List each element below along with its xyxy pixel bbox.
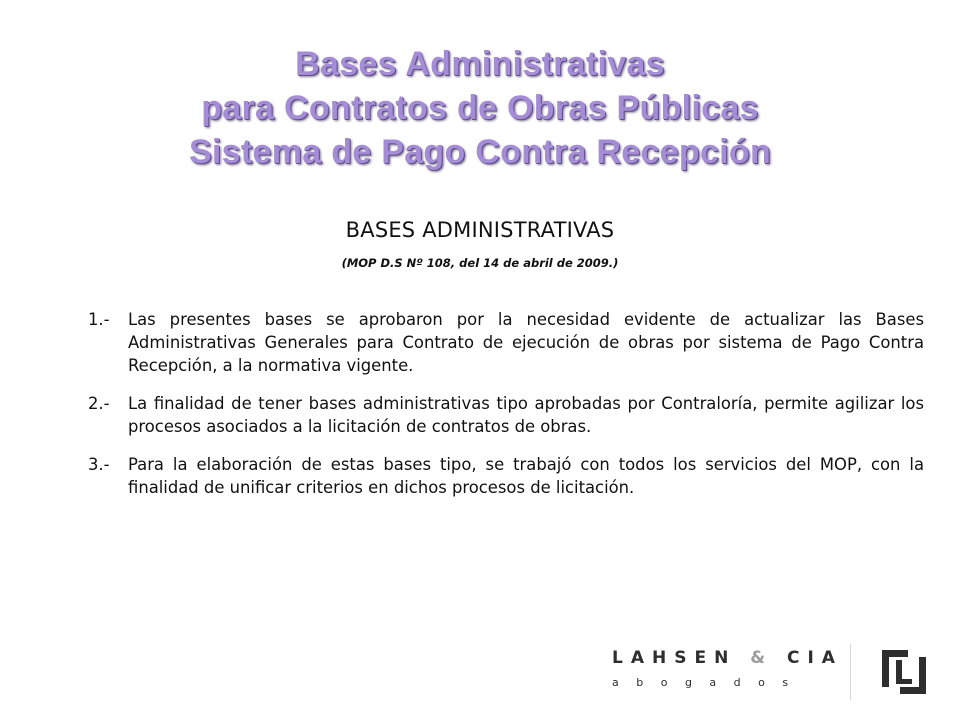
list-item-1 [88, 308, 924, 377]
list-item-3 [88, 453, 924, 499]
logo-subtitle: abogados [612, 676, 806, 689]
logo-divider [850, 644, 851, 700]
logo-mark-icon [878, 646, 930, 698]
list-item-number: 3.- [88, 455, 110, 474]
logo-ampersand: & [750, 648, 774, 668]
numbered-list [88, 308, 924, 514]
list-item-text: Para la elaboración de estas bases tipo, se trabajó con todos los servicios del MOP, con la finalidad de unificar criterios en dichos procesos de licitación. [128, 455, 924, 497]
section-heading: BASES ADMINISTRATIVAS [345, 218, 615, 242]
title-line-3: Sistema de Pago Contra Recepción [188, 133, 772, 171]
section-subheading-text: (MOP D.S Nº 108, del 14 de abril de 2009.) [341, 256, 619, 270]
list-item-text: Las presentes bases se aprobaron por la necesidad evidente de actualizar las Bases Administrativas Generales para Contrato de ejecución de obras por sistema de Pago Contra Recepción, a la normativa vigente. [128, 310, 924, 375]
logo-name [612, 648, 843, 668]
list-item-number: 2.- [88, 394, 110, 413]
title-line-1: Bases Administrativas [295, 45, 665, 83]
list-item-text: La finalidad de tener bases administrativas tipo aprobadas por Contraloría, permite agilizar los procesos asociados a la licitación de contratos de obras. [128, 394, 924, 436]
list-item-2 [88, 392, 924, 438]
slide-title [0, 42, 960, 174]
list-item-number: 1.- [88, 310, 110, 329]
title-line-2: para Contratos de Obras Públicas [201, 89, 759, 127]
company-logo [612, 642, 942, 702]
logo-name-part2: CIA [786, 648, 843, 668]
section-subheading [0, 256, 960, 270]
logo-name-part1: LAHSEN [612, 648, 737, 668]
